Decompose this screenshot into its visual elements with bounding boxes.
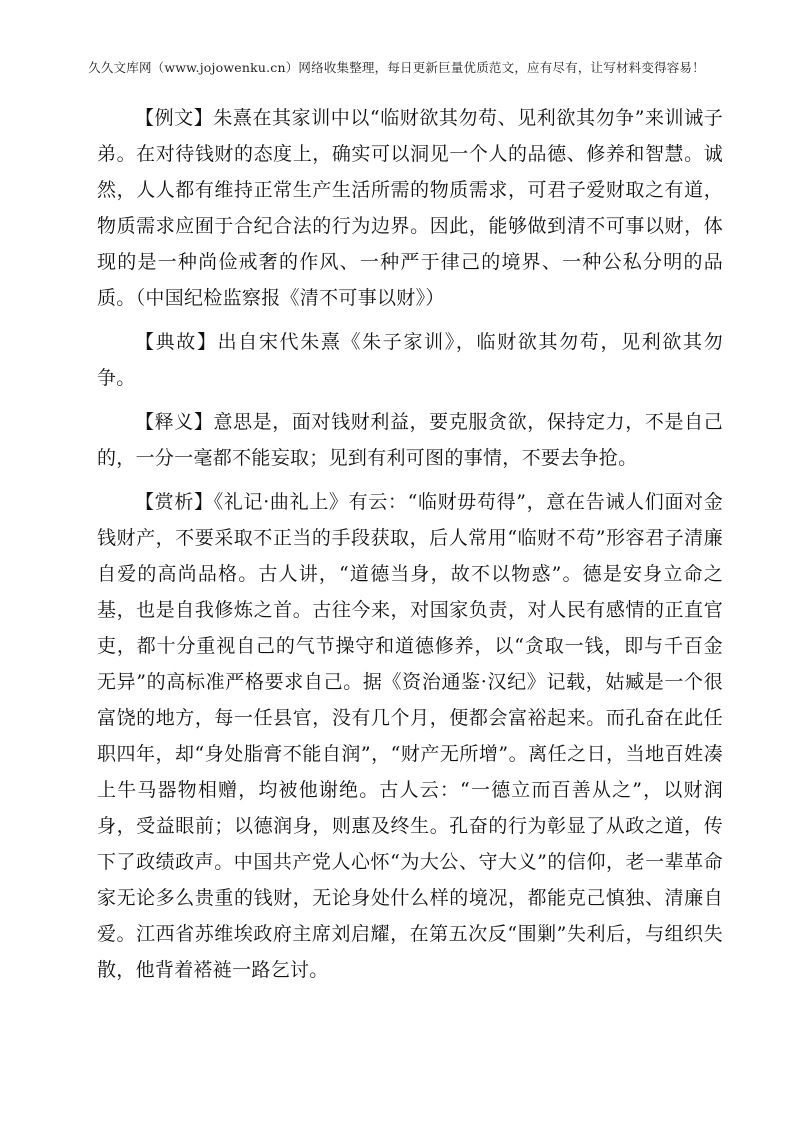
paragraph-text: 意思是，面对钱财利益，要克服贪欲，保持定力，不是自己的，一分一毫都不能妄取；见到有利可图的事情，不要去争抢。 (97, 411, 723, 469)
paragraph-label: 【例文】 (135, 107, 214, 129)
paragraph-text: 出自宋代朱熹《朱子家训》，临财欲其勿苟，见利欲其勿争。 (97, 331, 723, 389)
paragraph-example (97, 100, 723, 316)
paragraph-label: 【典故】 (135, 331, 218, 353)
paragraph-interpretation (97, 404, 723, 476)
paragraph-text: 《礼记·曲礼上》有云：“临财毋苟得”，意在告诫人们面对金钱财产，不要采取不正当的手段获取，后人常用“临财不苟”形容君子清廉自爱的高尚品格。古人讲，“道德当身，故不以物惑”。德是安身立命之基，也是自我修炼之首。古往今来，对国家负责，对人民有感情的正直官吏，都十分重视自己的气节操守和道德修养，以“贪取一钱，即与千百金无异”的高标准严格要求自己。据《资治通鉴·汉纪》记载，姑臧是一个很富饶的地方，每一任县官，没有几个月，便都会富裕起来。而孔奋在此任职四年，却“身处脂膏不能自润”，“财产无所增”。离任之日，当地百姓凑上牛马器物相赠，均被他谢绝。古人云：“一德立而百善从之”，以财润身，受益眼前；以德润身，则惠及终生。孔奋的行为彰显了从政之道，传下了政绩政声。中国共产党人心怀“为大公、守大义”的信仰，老一辈革命家无论多么贵重的钱财，无论身处什么样的境况，都能克己慎独、清廉自爱。江西省苏维埃政府主席刘启耀，在第五次反“围剿”失利后，与组织失散，他背着褡裢一路乞讨。 (97, 491, 724, 981)
paragraph-appreciation (97, 484, 723, 988)
paragraph-text: 朱熹在其家训中以“临财欲其勿苟、见利欲其勿争”来训诫子弟。在对待钱财的态度上，确实可以洞见一个人的品德、修养和智慧。诚然，人人都有维持正常生产生活所需的物质需求，可君子爱财取之有道，物质需求应囿于合纪合法的行为边界。因此，能够做到清不可事以财，体现的是一种尚俭戒奢的作风、一种严于律己的境界、一种公私分明的品质。（中国纪检监察报《清不可事以财》） (97, 107, 724, 309)
page-header: 久久文库网（www.jojowenku.cn）网络收集整理，每日更新巨量优质范文，应有尽有，让写材料变得容易！ (88, 60, 705, 75)
paragraph-label: 【释义】 (135, 411, 214, 433)
document-body (97, 100, 723, 996)
paragraph-label: 【赏析】 (135, 491, 214, 513)
paragraph-allusion (97, 324, 723, 396)
